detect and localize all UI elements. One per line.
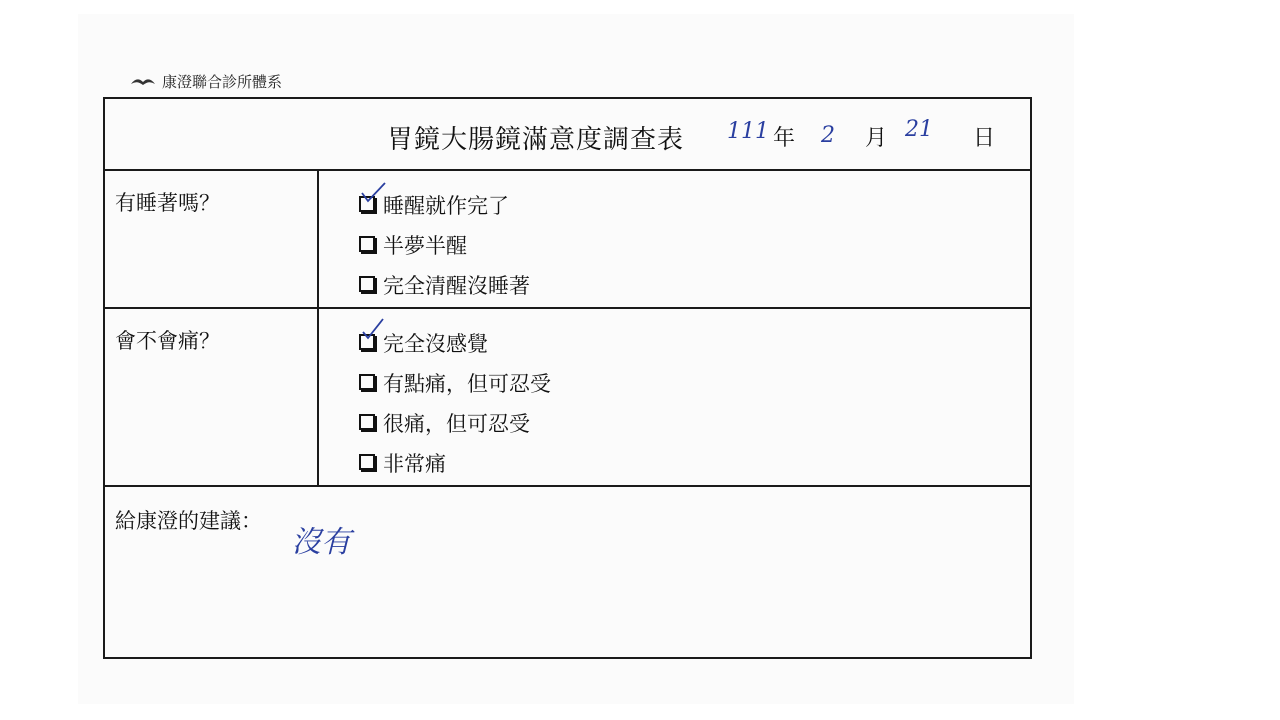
clinic-name: 康澄聯合診所體系 [162, 72, 283, 91]
question-pain-options [318, 308, 1031, 486]
checkbox[interactable] [359, 374, 375, 390]
question-sleep-options [318, 170, 1031, 308]
option-sleep-1[interactable] [359, 185, 1030, 225]
day-value[interactable]: 21 [905, 117, 933, 142]
checkbox[interactable] [359, 236, 375, 252]
form-title: 胃鏡大腸鏡滿意度調查表 [387, 125, 685, 155]
option-label: 有點痛，但可忍受 [383, 372, 551, 396]
option-label: 很痛，但可忍受 [383, 412, 530, 436]
option-pain-2[interactable] [359, 363, 1030, 403]
checkbox[interactable] [359, 276, 375, 292]
option-label: 完全清醒沒睡著 [383, 274, 530, 298]
checkmark-icon [359, 317, 389, 347]
month-label: 月 [865, 126, 888, 151]
year-label: 年 [773, 126, 796, 151]
month-value[interactable]: 2 [821, 123, 835, 148]
option-label: 半夢半醒 [383, 234, 467, 258]
option-pain-4[interactable] [359, 443, 1030, 483]
survey-form [103, 97, 1032, 659]
suggestion-answer[interactable]: 沒有 [291, 525, 351, 560]
option-pain-3[interactable] [359, 403, 1030, 443]
option-sleep-2[interactable] [359, 225, 1030, 265]
option-sleep-3[interactable] [359, 265, 1030, 305]
day-label: 日 [973, 126, 996, 151]
clinic-header [130, 70, 282, 92]
option-label: 非常痛 [383, 452, 446, 476]
option-label: 睡醒就作完了 [383, 194, 509, 218]
question-sleep-label: 有睡著嗎？ [104, 170, 318, 308]
checkbox[interactable] [359, 454, 375, 470]
question-pain-label: 會不會痛？ [104, 308, 318, 486]
option-label: 完全沒感覺 [383, 332, 488, 356]
year-value[interactable]: 111 [727, 119, 769, 144]
suggestion-label: 給康澄的建議： [115, 509, 262, 533]
suggestion-section [104, 486, 1031, 658]
checkbox[interactable] [359, 414, 375, 430]
checkmark-icon [359, 179, 389, 209]
form-header [104, 98, 1031, 170]
clinic-logo-icon [130, 74, 156, 88]
option-pain-1[interactable] [359, 323, 1030, 363]
